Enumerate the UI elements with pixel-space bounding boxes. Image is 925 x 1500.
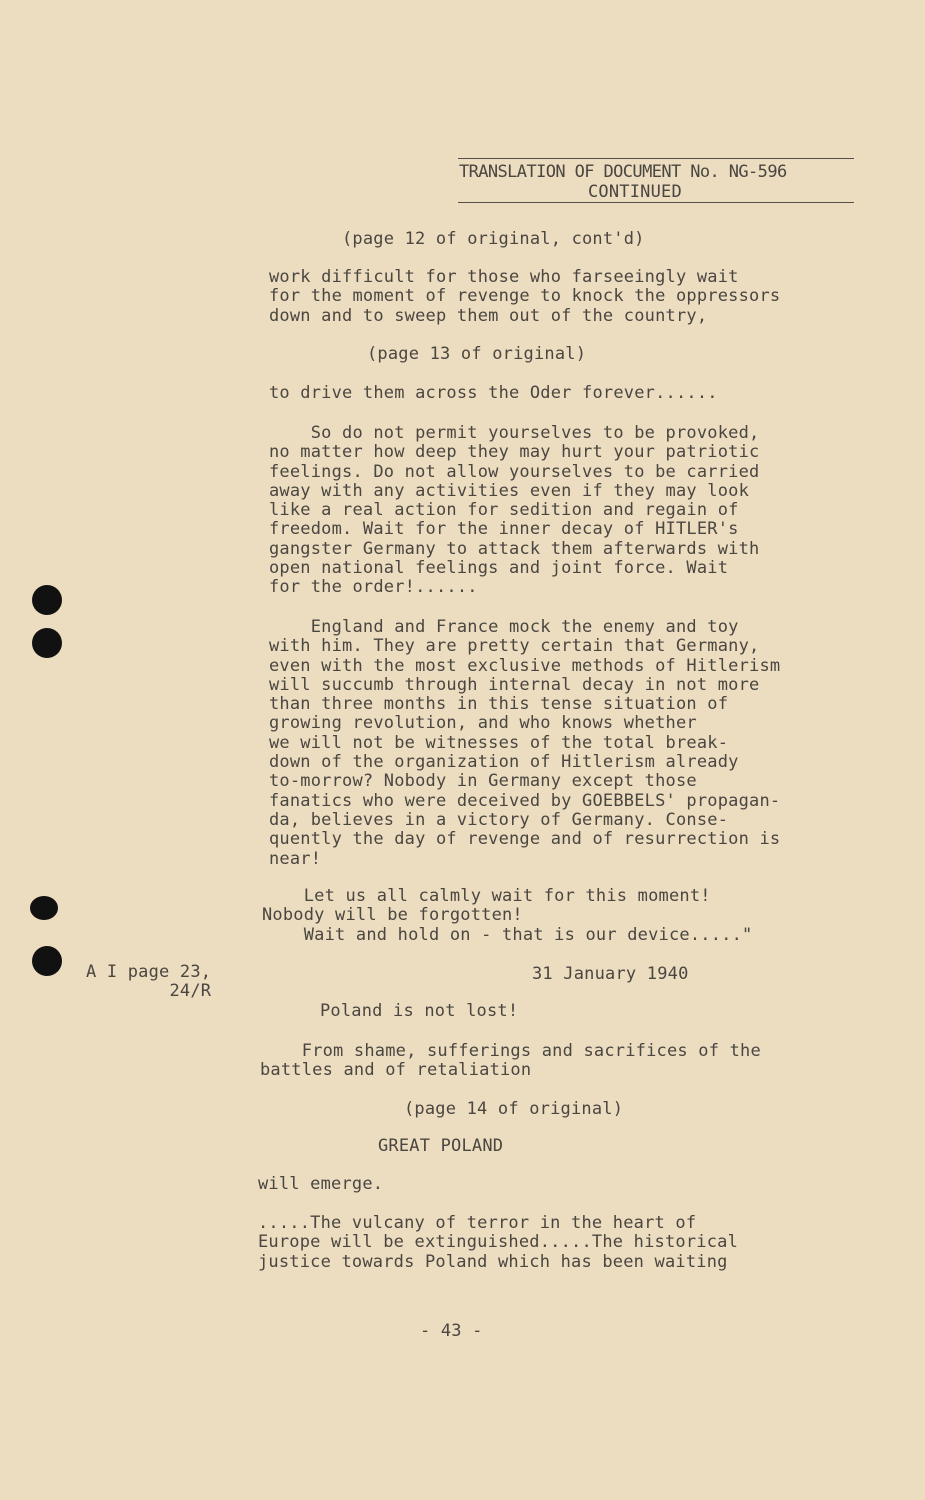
punch-hole-4 [32, 946, 62, 976]
paragraph-3: England and France mock the enemy and toy with him. They are pretty certain that Germany, even with the most exclusive methods of Hitlerism will succumb through internal decay in not more than three months in this tense situation of growing revolution, and who knows whether we will not be witnesses of the total break- down of the organization of Hitlerism already to-morrow? Nobody in Germany except those fanatics who were deceived by GOEBBELS' propagan- da, believes in a victory of Germany. Conse- quently the day of revenge and of resurrection is near! [269, 617, 781, 869]
great-poland: GREAT POLAND [378, 1136, 504, 1156]
paragraph-4: Let us all calmly wait for this moment! Nobody will be forgotten! Wait and hold on - that is our device....." [262, 886, 753, 945]
margin-note: A I page 23, 24/R [86, 962, 212, 1002]
paragraph-6: .....The vulcany of terror in the heart of Europe will be extinguished.....The historical justice towards Poland which has been waiting [258, 1213, 739, 1272]
punch-hole-1 [32, 585, 62, 615]
header-rule-top [458, 158, 854, 159]
poland-not-lost: Poland is not lost! [320, 1001, 519, 1021]
page-reference-12: (page 12 of original, cont'd) [342, 229, 645, 249]
punch-hole-2 [32, 628, 62, 658]
page-reference-13: (page 13 of original) [367, 344, 587, 364]
document-subtitle: CONTINUED [588, 182, 682, 202]
punch-hole-3 [30, 896, 58, 920]
page-number: - 43 - [420, 1321, 483, 1341]
letter-date: 31 January 1940 [532, 964, 689, 984]
oder-line: to drive them across the Oder forever...... [269, 383, 718, 403]
document-title: TRANSLATION OF DOCUMENT No. NG-596 [459, 162, 787, 182]
page-reference-14: (page 14 of original) [404, 1099, 624, 1119]
will-emerge: will emerge. [258, 1174, 384, 1194]
header-rule-bottom [458, 202, 854, 203]
paragraph-5: From shame, sufferings and sacrifices of the battles and of retaliation [260, 1041, 761, 1081]
paragraph-1: work difficult for those who farseeingly wait for the moment of revenge to knock the oppressors down and to sweep them out of the country, [269, 267, 781, 326]
paragraph-2: So do not permit yourselves to be provoked, no matter how deep they may hurt your patriotic feelings. Do not allow yourselves to be carried away with any activities even if they may look like a real action for sedition and regain of freedom. Wait for the inner decay of HITLER's gangster Germany to attack them afterwards with open national feelings and joint force. Wait for the order!...... [269, 423, 760, 598]
